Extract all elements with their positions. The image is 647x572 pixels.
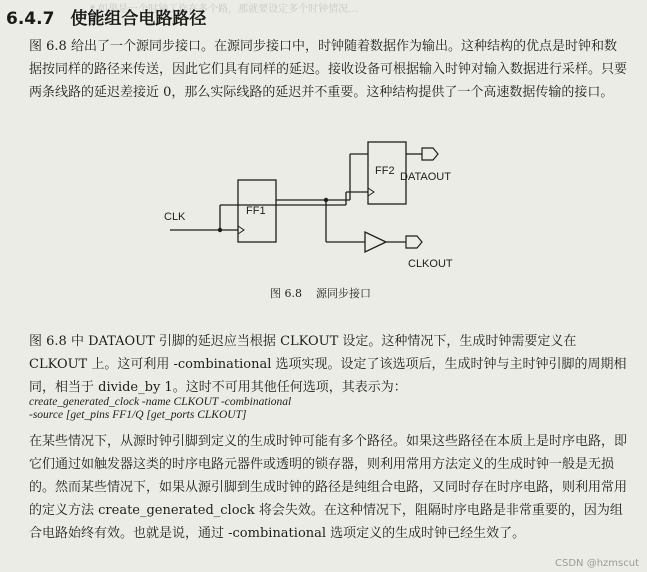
paragraph-paths: 在某些情况下，从源时钟引脚到定义的生成时钟可能有多个路径。如果这些路径在本质上是时序电路，即它们通过如触发器这类的时序电路元器件或透明的锁存器，则利用常用方法定义的生成时钟一般是无损的。然而某些情况下，如果从源引脚到生成时钟的路径是纯组合电路，又同时存在时序电路，则利用常用的定义方法 create_generated_clock 将会失效。在这种情况下，阻隔时序电路是非常重要的，因为组合电路始终有效。也就是说，通过 -combinational 选项定义的生成时钟已经生效了。: [29, 434, 628, 541]
dataout-label: DATAOUT: [400, 171, 451, 183]
clkout-port: [406, 236, 422, 248]
code-line: create_generated_clock -name CLKOUT -combinational: [29, 396, 292, 408]
clkout-label: CLKOUT: [408, 258, 453, 270]
junction-dot: [324, 198, 328, 202]
dataout-port: [422, 148, 438, 160]
ff1-clock-marker: [238, 226, 244, 234]
clock-buffer: [365, 232, 386, 252]
clk-label: CLK: [164, 211, 186, 223]
ff1-label: FF1: [246, 205, 266, 217]
ff2-label: FF2: [375, 165, 395, 177]
section-number: 6.4.7: [6, 9, 55, 29]
section-title: 使能组合电路路径: [70, 9, 207, 29]
code-line: -source [get_pins FF1/Q [get_ports CLKOUT]: [29, 409, 247, 421]
figure-caption: [270, 285, 371, 301]
watermark: CSDN @hzmscut: [555, 558, 639, 569]
code-block: [29, 396, 629, 422]
bleed-through-text: * 如果是一个时钟工作在多个路，那就要设定多个时钟情况…: [90, 4, 359, 15]
paragraph-intro: 图 6.8 给出了一个源同步接口。在源同步接口中，时钟随着数据作为输出。这种结构的优点是时钟和数据按同样的路径来传送，因此它们具有同样的延迟。接收设备可根据输入时钟对输入数据进行采样。只要两条线路的延迟差接近 0，那么实际线路的延迟并不重要。这种结构提供了一个高速数据传输的接口。: [29, 39, 628, 100]
junction-dot: [218, 228, 222, 232]
paragraph-dataout: 图 6.8 中 DATAOUT 引脚的延迟应当根据 CLKOUT 设定。这种情况下，生成时钟需要定义在 CLKOUT 上。这可利用 -combinational 选项实现。设定了该选项后，生成时钟与主时钟引脚的周期相同，相当于 divide_by 1。这时不可用其他任何选项，其表示为：: [29, 334, 627, 395]
caption-number: 图 6.8: [270, 287, 302, 300]
caption-text: 源同步接口: [316, 287, 371, 300]
ff2-clock-marker: [368, 188, 374, 196]
section-heading: [6, 4, 206, 29]
source-sync-diagram: [150, 130, 490, 280]
